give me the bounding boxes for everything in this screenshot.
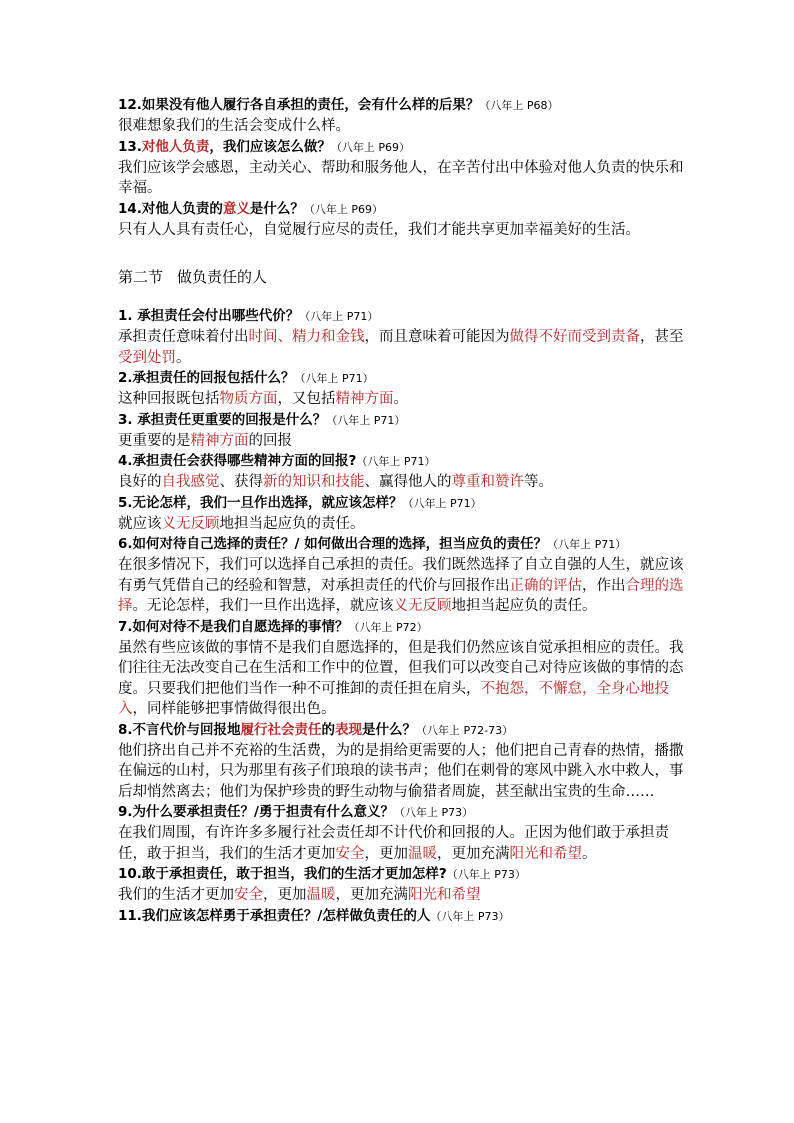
page-reference: （八年上 P71） (547, 538, 627, 551)
question-text: 2.承担责任的回报包括什么？ (118, 370, 295, 386)
question-highlight: 履行社会责任 (240, 721, 322, 738)
page-reference: （八年上 P71） (356, 455, 436, 468)
page-reference: （八年上 P73） (430, 909, 510, 923)
answer (118, 885, 684, 906)
question (118, 410, 684, 431)
question-text: 10.敢于承担责任，敢于担当，我们的生活才更加怎样? (118, 866, 447, 882)
question (118, 864, 684, 885)
answer (118, 741, 684, 803)
answer-highlight: 义无反顾 (161, 515, 220, 532)
answer-highlight: 时间、精力和金钱 (248, 329, 365, 345)
answer-text: 就应该 (118, 515, 162, 532)
answer-text: 、赢得他人的 (364, 474, 452, 490)
answer-text: ，甚至 (640, 329, 684, 345)
question-text: 的 (321, 721, 336, 738)
page-reference: （八年上 P69） (330, 140, 411, 154)
answer-text: ，更加 (263, 887, 307, 903)
answer-text: 承担责任意味着付出 (118, 329, 249, 345)
answer-text: ，更加充满 (437, 845, 510, 862)
page-reference: （八年上 P71） (402, 496, 482, 510)
answer-text: 虽然有些应该做的事情不是我们自愿选择的，但是我们仍然应该自觉承担相应的责任。我们往往无法改变自己在生活和工作中的位置，但我们可以改变自己对待应该做的事情的态度。只要我们把他们当作一种不可推卸的责任担在肩头， (118, 639, 684, 697)
section-two-qa (118, 306, 684, 927)
question-text: 12.如果没有他人履行各自承担的责任，会有什么样的后果？ (118, 97, 480, 113)
answer-highlight: 阳光和希望 (509, 845, 582, 862)
answer-text: ，而且意味着可能因为 (364, 329, 510, 345)
question-text: 3. 承担责任更重要的回报是什么？ (118, 411, 327, 428)
page-reference: （八年上 P71） (326, 413, 406, 427)
answer (118, 514, 684, 535)
answer-text: 。 (582, 845, 597, 862)
page-reference: （八年上 P71） (294, 372, 374, 385)
page-reference: （八年上 P72） (348, 620, 428, 634)
section-name: 做负责任的人 (177, 268, 268, 286)
answer-highlight: 温暖 (408, 845, 437, 862)
question-text: 9.为什么要承担责任？/勇于担责有什么意义？ (118, 804, 394, 820)
answer (118, 116, 684, 137)
question-text: 11.我们应该怎样勇于承担责任？/怎样做负责任的人 (118, 907, 431, 924)
question (118, 137, 684, 158)
answer-text: 良好的 (118, 474, 162, 490)
page-reference: （八年上 P73） (393, 806, 474, 819)
question (118, 720, 684, 741)
answer-highlight: 受到处罚 (118, 349, 176, 366)
section-heading (118, 266, 684, 288)
answer (118, 431, 684, 452)
question (118, 534, 684, 555)
question-text: 1. 承担责任会付出哪些代价？ (118, 308, 300, 324)
answer (118, 472, 684, 493)
answer-highlight: 新的知识和技能 (263, 474, 365, 490)
answer-text: 的回报 (248, 432, 292, 449)
answer-highlight: 安全 (335, 845, 365, 862)
question (118, 617, 684, 638)
answer-text: ，又包括 (277, 391, 336, 407)
question-text: 7.如何对待不是我们自愿选择的事情？ (118, 618, 349, 635)
answer-highlight: 不抱怨，不懈怠，全身心地投入 (118, 680, 669, 717)
answer-text: 、获得 (219, 474, 263, 490)
answer-highlight: 义无反顾 (393, 598, 452, 614)
answer-text: 地担当起应负的责任。 (451, 598, 597, 614)
question (118, 802, 684, 823)
question-text: 14.对他人负责的 (118, 200, 223, 217)
answer-text: 等。 (524, 474, 553, 490)
answer-text: 更重要的是 (118, 432, 191, 449)
answer-highlight: 自我感觉 (161, 474, 220, 490)
answer (118, 638, 684, 720)
answer-text: 很难想象我们的生活会变成什么样。 (118, 118, 350, 134)
question (118, 493, 684, 514)
answer (118, 823, 684, 864)
question-text: 6.如何对待自己选择的责任？/ 如何做出合理的选择，担当应负的责任？ (118, 536, 548, 552)
section-number: 第二节 (118, 268, 164, 286)
answer-text: ，更加 (364, 845, 408, 862)
answer-highlight: 阳光和希望 (408, 887, 481, 903)
answer (118, 327, 684, 368)
answer-highlight: 物质方面 (219, 391, 278, 407)
answer-text: ，同样能够把事情做得很出色。 (132, 701, 336, 717)
page-reference: （八年上 P68） (479, 99, 559, 112)
answer-text: 在很多情况下，我们可以选择自己承担的责任。我们既然选择了自立自强的人生，就应该有勇气凭借自己的经验和智慧，对承担责任的代价与回报作出 (118, 557, 684, 594)
answer (118, 158, 684, 199)
question-highlight: 对他人负责 (141, 138, 210, 155)
question (118, 906, 684, 927)
question-text: 是什么？ (249, 200, 304, 217)
answer-highlight: 温暖 (306, 887, 336, 903)
question-highlight: 意义 (222, 200, 250, 217)
answer-text: 这种回报既包括 (118, 391, 220, 407)
answer-highlight: 正确的评估 (509, 577, 582, 594)
answer-text: 我们的生活才更加 (118, 887, 234, 903)
page-reference: （八年上 P72-73） (416, 723, 514, 737)
answer-highlight: 安全 (234, 887, 263, 903)
question (118, 306, 684, 327)
answer-text: 在我们周围，有许许多多履行社会责任却不计代价和回报的人。正因为他们敢于承担责任，敢于担当，我们的生活才更加 (118, 825, 669, 862)
page-reference: （八年上 P73） (446, 868, 526, 881)
answer (118, 555, 684, 617)
question-highlight: 表现 (335, 721, 363, 738)
question-text: 5.无论怎样，我们一旦作出选择，就应该怎样？ (118, 494, 403, 511)
answer-text: ，更加充满 (335, 887, 408, 903)
answer-highlight: 精神方面 (190, 432, 249, 449)
answer-text: 只有人人具有责任心，自觉履行应尽的责任，我们才能共享更加幸福美好的生活。 (118, 221, 640, 238)
document-body (118, 95, 684, 927)
question-text: ，我们应该怎么做？ (209, 138, 331, 155)
question-text: 8.不言代价与回报地 (118, 721, 241, 738)
answer (118, 220, 684, 241)
question (118, 199, 684, 220)
answer-text: 。 (176, 349, 191, 366)
answer-highlight: 尊重和赞许 (451, 474, 524, 490)
section-one-qa (118, 95, 684, 240)
answer (118, 389, 684, 410)
page-reference: （八年上 P69） (303, 202, 384, 216)
answer-highlight: 做得不好而受到责备 (509, 329, 640, 345)
question (118, 368, 684, 389)
answer-highlight: 合理的选择 (118, 577, 684, 614)
page-reference: （八年上 P71） (299, 310, 379, 323)
answer-text: 我们应该学会感恩，主动关心、帮助和服务他人，在辛苦付出中体验对他人负责的快乐和幸福。 (118, 159, 684, 196)
answer-highlight: 精神方面 (335, 391, 394, 407)
question-text: 13. (118, 138, 142, 155)
answer-text: 。无论怎样，我们一旦作出选择，就应该 (132, 598, 394, 614)
question (118, 95, 684, 116)
question (118, 451, 684, 472)
question-text: 是什么？ (362, 721, 417, 738)
answer-text: ，作出 (582, 577, 626, 594)
question-text: 4.承担责任会获得哪些精神方面的回报? (118, 453, 357, 469)
answer-text: 他们挤出自己并不充裕的生活费，为的是捐给更需要的人；他们把自己青春的热情，播撒在偏远的山村，只为那里有孩子们琅琅的读书声；他们在刺骨的寒风中跳入水中救人，事后却悄然离去；他们为保护珍贵的野生动物与偷猎者周旋，甚至献出宝贵的生命…… (118, 742, 684, 800)
answer-text: 。 (393, 391, 408, 407)
answer-text: 地担当起应负的责任。 (219, 515, 365, 532)
